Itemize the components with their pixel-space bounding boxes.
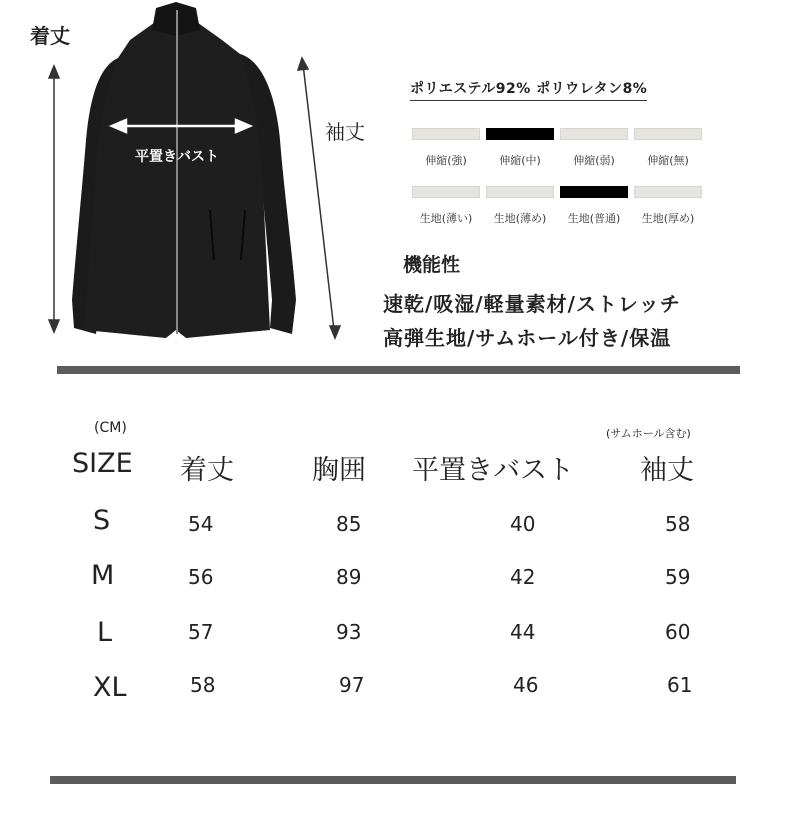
size-cell: L: [97, 617, 113, 648]
thickness-bar-normal-selected: [560, 186, 628, 198]
length-cell: 57: [188, 620, 214, 644]
stretch-option: [561, 128, 627, 168]
header-flat-bust: 平置きバスト: [412, 455, 574, 486]
thickness-option: [635, 186, 701, 226]
chest-cell: 89: [336, 565, 362, 589]
size-cell: XL: [93, 672, 127, 703]
chest-cell: 97: [339, 673, 365, 697]
thickness-bar-thin: [412, 186, 480, 198]
sleeve-cell: 60: [665, 620, 691, 644]
header-sleeve: 袖丈: [640, 455, 694, 486]
thickness-option: [413, 186, 479, 226]
length-cell: 56: [188, 565, 214, 589]
sleeve-label: 袖丈: [325, 120, 365, 144]
stretch-bar-weak: [560, 128, 628, 140]
stretch-bar-medium-selected: [486, 128, 554, 140]
header-chest: 胸囲: [312, 455, 366, 486]
header-size: SIZE: [72, 448, 133, 479]
sleeve-cell: 59: [665, 565, 691, 589]
thickness-label: 生地(厚め): [641, 212, 695, 225]
function-line-2: 高弾生地/サムホール付き/保温: [383, 326, 672, 350]
sleeve-arrow: [298, 58, 340, 338]
length-cell: 58: [190, 673, 216, 697]
stretch-label: 伸縮(無): [647, 154, 689, 167]
thickness-bar-thinnish: [486, 186, 554, 198]
jacket-illustration: [0, 0, 380, 360]
material-composition: ポリエステル92% ポリウレタン8%: [410, 78, 647, 101]
stretch-scale: [413, 128, 701, 168]
unit-label: (CM): [94, 420, 127, 436]
thickness-label: 生地(薄め): [493, 212, 547, 225]
bottom-divider: [50, 776, 736, 784]
stretch-option: [487, 128, 553, 168]
stretch-bar-none: [634, 128, 702, 140]
size-cell: S: [93, 505, 111, 536]
stretch-bar-strong: [412, 128, 480, 140]
thickness-label: 生地(薄い): [419, 212, 473, 225]
flat-bust-label: 平置きバスト: [135, 149, 219, 165]
stretch-label: 伸縮(中): [499, 154, 541, 167]
length-cell: 54: [188, 512, 214, 536]
stretch-option: [635, 128, 701, 168]
stretch-label: 伸縮(弱): [573, 154, 615, 167]
thickness-scale: [413, 186, 701, 226]
flat-bust-cell: 46: [513, 673, 539, 697]
thickness-option: [561, 186, 627, 226]
length-label: 着丈: [30, 24, 70, 48]
thickness-option: [487, 186, 553, 226]
length-arrow: [49, 66, 59, 332]
function-line-1: 速乾/吸湿/軽量素材/ストレッチ: [383, 292, 681, 316]
sleeve-note: (サムホール含む): [606, 427, 691, 440]
top-divider: [57, 366, 740, 374]
flat-bust-cell: 42: [510, 565, 536, 589]
chest-cell: 93: [336, 620, 362, 644]
function-title: 機能性: [403, 254, 461, 276]
sleeve-cell: 58: [665, 512, 691, 536]
size-cell: M: [91, 560, 115, 591]
flat-bust-cell: 40: [510, 512, 536, 536]
thickness-bar-thick: [634, 186, 702, 198]
sleeve-cell: 61: [667, 673, 693, 697]
stretch-option: [413, 128, 479, 168]
stretch-label: 伸縮(強): [425, 154, 467, 167]
chest-cell: 85: [336, 512, 362, 536]
thickness-label: 生地(普通): [567, 212, 621, 225]
header-length: 着丈: [180, 455, 234, 486]
flat-bust-cell: 44: [510, 620, 536, 644]
